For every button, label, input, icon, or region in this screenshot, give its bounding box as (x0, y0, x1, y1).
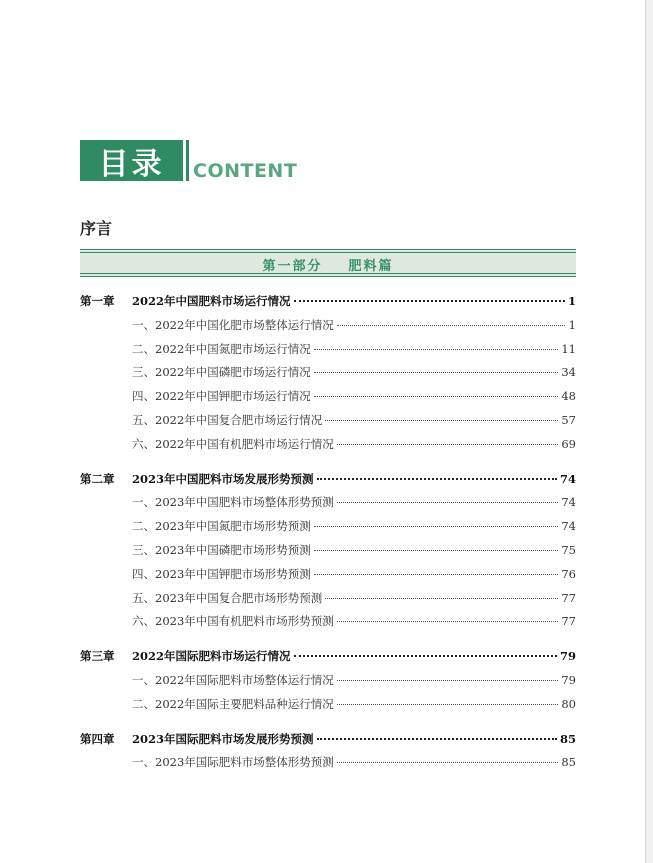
page-number: 77 (561, 590, 576, 605)
toc-section-row[interactable] (132, 753, 576, 771)
toc-chapter-row[interactable] (80, 470, 576, 488)
toc-section-row[interactable] (132, 517, 576, 535)
page-number: 1 (568, 317, 576, 332)
section-title: 一、2022年国际肥料市场整体运行情况 (132, 673, 334, 687)
dot-leader (337, 621, 559, 622)
page-number: 76 (561, 566, 576, 581)
chapter-number: 第三章 (80, 649, 115, 664)
toc-section-row[interactable] (132, 387, 576, 405)
chapter-number: 第四章 (80, 731, 115, 746)
dot-leader (294, 655, 557, 657)
toc-section-row[interactable] (132, 671, 576, 689)
page-number: 74 (561, 495, 576, 510)
dot-leader (317, 738, 557, 740)
section-title: 五、2022年中国复合肥市场运行情况 (132, 413, 323, 427)
page-number: 57 (561, 413, 576, 427)
preface-entry[interactable]: 序言 (80, 219, 113, 238)
toc-section-row[interactable] (132, 541, 576, 559)
toc-chapter-row[interactable] (80, 730, 576, 748)
dot-leader (314, 550, 559, 551)
dot-leader (337, 704, 559, 705)
toc-chapter-row[interactable] (80, 647, 576, 665)
toc-section-row[interactable] (132, 340, 576, 358)
toc-section-row[interactable] (132, 316, 576, 334)
dot-leader (325, 420, 558, 421)
page-number: 79 (561, 673, 576, 687)
section-title: 六、2022年中国有机肥料市场运行情况 (132, 436, 334, 451)
page-number: 1 (567, 294, 576, 308)
dot-leader (314, 526, 559, 527)
toc-chapter-row[interactable] (80, 292, 576, 310)
dot-leader (314, 396, 559, 397)
chapter-number: 第二章 (80, 471, 115, 486)
toc-section-row[interactable] (132, 411, 576, 429)
page-number: 75 (561, 543, 576, 557)
page-number: 80 (561, 696, 576, 711)
page-number: 69 (561, 436, 576, 451)
toc-section-row[interactable] (132, 363, 576, 381)
part-title: 第一部分 肥料篇 (262, 259, 394, 274)
chapter-title: 2023年国际肥料市场发展形势预测 (132, 731, 314, 746)
section-title: 一、2023年国际肥料市场整体形势预测 (132, 755, 334, 770)
part-banner (80, 249, 576, 277)
toc-section-row[interactable] (132, 612, 576, 630)
page-number: 74 (559, 471, 576, 486)
section-title: 三、2022年中国磷肥市场运行情况 (132, 365, 311, 380)
dot-leader (325, 598, 558, 599)
toc-section-row[interactable] (132, 493, 576, 511)
toc-header (80, 140, 297, 181)
page-number: 48 (561, 389, 576, 404)
page-number: 11 (561, 341, 576, 356)
toc-section-row[interactable] (132, 695, 576, 713)
dot-leader (314, 372, 559, 373)
chapter-title: 2022年中国肥料市场运行情况 (132, 294, 291, 308)
page-number: 85 (559, 731, 576, 746)
page-number: 85 (561, 755, 576, 770)
section-title: 二、2022年中国氮肥市场运行情况 (132, 341, 311, 356)
chapter-title: 2022年国际肥料市场运行情况 (132, 649, 291, 664)
page-number: 34 (561, 365, 576, 380)
section-title: 二、2023年中国氮肥市场形势预测 (132, 519, 311, 534)
section-title: 一、2022年中国化肥市场整体运行情况 (132, 317, 334, 332)
toc-section-row[interactable] (132, 565, 576, 583)
section-title: 四、2023年中国钾肥市场形势预测 (132, 566, 311, 581)
dot-leader (317, 478, 557, 480)
dot-leader (294, 300, 565, 302)
section-title: 五、2023年中国复合肥市场形势预测 (132, 590, 323, 605)
dot-leader (337, 502, 559, 503)
dot-leader (314, 574, 559, 575)
dot-leader (337, 325, 565, 326)
dot-leader (337, 680, 559, 681)
dot-leader (337, 444, 559, 445)
toc-subtitle: CONTENT (193, 160, 298, 182)
page-number: 79 (559, 649, 576, 664)
section-title: 六、2023年中国有机肥料市场形势预测 (132, 614, 334, 629)
section-title: 二、2022年国际主要肥料品种运行情况 (132, 696, 334, 711)
page-number: 74 (561, 519, 576, 534)
toc-section-row[interactable] (132, 589, 576, 607)
chapter-title: 2023年中国肥料市场发展形势预测 (132, 471, 314, 486)
title-accent-bar (186, 140, 189, 181)
dot-leader (337, 762, 559, 763)
page-number: 77 (561, 614, 576, 629)
section-title: 三、2023年中国磷肥市场形势预测 (132, 543, 311, 557)
toc-section-row[interactable] (132, 435, 576, 453)
toc-title: 目录 (80, 140, 183, 181)
chapter-number: 第一章 (80, 294, 115, 308)
section-title: 一、2023年中国肥料市场整体形势预测 (132, 495, 334, 510)
dot-leader (314, 349, 559, 350)
section-title: 四、2022年中国钾肥市场运行情况 (132, 389, 311, 404)
